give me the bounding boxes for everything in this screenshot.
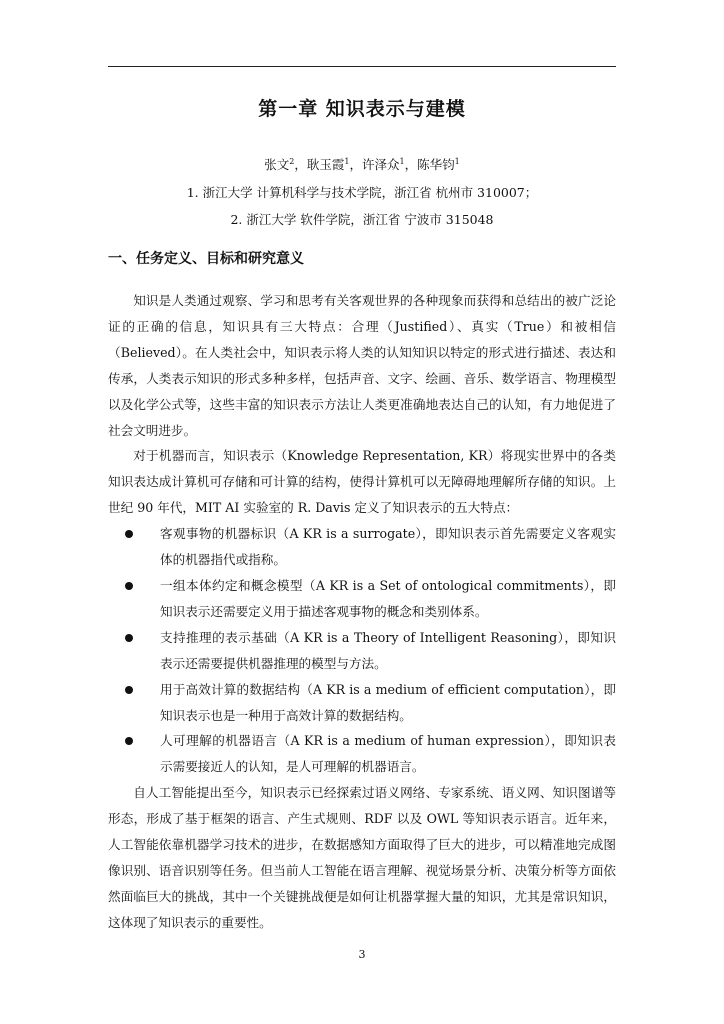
affiliation-1: 1. 浙江大学 计算机科学与技术学院，浙江省 杭州市 310007；	[186, 185, 538, 200]
author-line	[0, 155, 724, 173]
chapter-title: 第一章 知识表示与建模	[258, 98, 466, 120]
affiliation-2: 2. 浙江大学 软件学院，浙江省 宁波市 315048	[230, 212, 494, 227]
section-heading: 一、任务定义、目标和研究意义	[108, 251, 304, 267]
author-separator: ，	[349, 157, 362, 172]
body-text	[108, 288, 616, 936]
bullet-item	[108, 728, 616, 780]
author-name: 陈华钧	[417, 157, 455, 172]
author-separator: ，	[404, 157, 418, 172]
paragraph: 自人工智能提出至今，知识表示已经探索过语义网络、专家系统、语义网、知识图谱等形态，形成了基于框架的语言、产生式规则、RDF 以及 OWL 等知识表示语言。近年来，人工智能依靠机器学习技术的进步，在数据感知方面取得了巨大的进步，可以精准地完成图像识别、语音识别等任务。但当前人工智能在语言理解、视觉场景分析、决策分析等方面依然面临巨大的挑战，其中一个关键挑战便是如何让机器掌握大量的知识，尤其是常识知识，这体现了知识表示的重要性。	[108, 785, 616, 930]
bullet-text: 人可理解的机器语言（A KR is a medium of human expression），即知识表示需要接近人的认知，是人可理解的机器语言。	[160, 733, 616, 775]
bullet-text: 用于高效计算的数据结构（A KR is a medium of efficient computation），即知识表示也是一种用于高效计算的数据结构。	[160, 681, 616, 723]
author-affiliation-mark: 1	[344, 156, 350, 166]
bullet-item	[108, 573, 616, 625]
bullet-item	[108, 677, 616, 729]
author-affiliation-mark: 2	[289, 156, 295, 166]
bullet-icon	[125, 582, 133, 590]
bullet-item	[108, 625, 616, 677]
page-number: 3	[358, 948, 366, 961]
bullet-item	[108, 521, 616, 573]
bullet-icon	[125, 737, 133, 745]
author-affiliation-mark: 1	[399, 156, 405, 166]
bullet-icon	[125, 530, 133, 538]
author-name: 许泽众	[362, 157, 400, 172]
bullet-list	[108, 521, 616, 780]
author-separator: ，	[294, 157, 307, 172]
author-affiliation-mark: 1	[454, 156, 460, 166]
bullet-text: 客观事物的机器标识（A KR is a surrogate），即知识表示首先需要定义客观实体的机器指代或指称。	[160, 526, 616, 568]
author-name: 耿玉霞	[306, 157, 345, 172]
author-name: 张文	[264, 157, 290, 172]
header-rule	[108, 66, 616, 67]
bullet-icon	[125, 686, 133, 694]
paragraph: 知识是人类通过观察、学习和思考有关客观世界的各种现象而获得和总结出的被广泛论证的正确的信息，知识具有三大特点：合理（Justified）、真实（True）和被相信（Believed）。在人类社会中，知识表示将人类的认知知识以特定的形式进行描述、表达和传承，人类表示知识的形式多种多样，包括声音、文字、绘画、音乐、数学语言、物理模型以及化学公式等，这些丰富的知识表示方法让人类更准确地表达自己的认知，有力地促进了社会文明进步。	[108, 293, 616, 438]
paragraph: 对于机器而言，知识表示（Knowledge Representation, KR）将现实世界中的各类知识表达成计算机可存储和可计算的结构，使得计算机可以无障碍地理解所存储的知识。上世纪 90 年代，MIT AI 实验室的 R. Davis 定义了知识表示的五大特点：	[108, 448, 616, 516]
bullet-text: 一组本体约定和概念模型（A KR is a Set of ontological commitments），即知识表示还需要定义用于描述客观事物的概念和类别体系。	[160, 577, 616, 619]
bullet-text: 支持推理的表示基础（A KR is a Theory of Intelligent Reasoning），即知识表示还需要提供机器推理的模型与方法。	[160, 629, 616, 671]
bullet-icon	[125, 634, 133, 642]
